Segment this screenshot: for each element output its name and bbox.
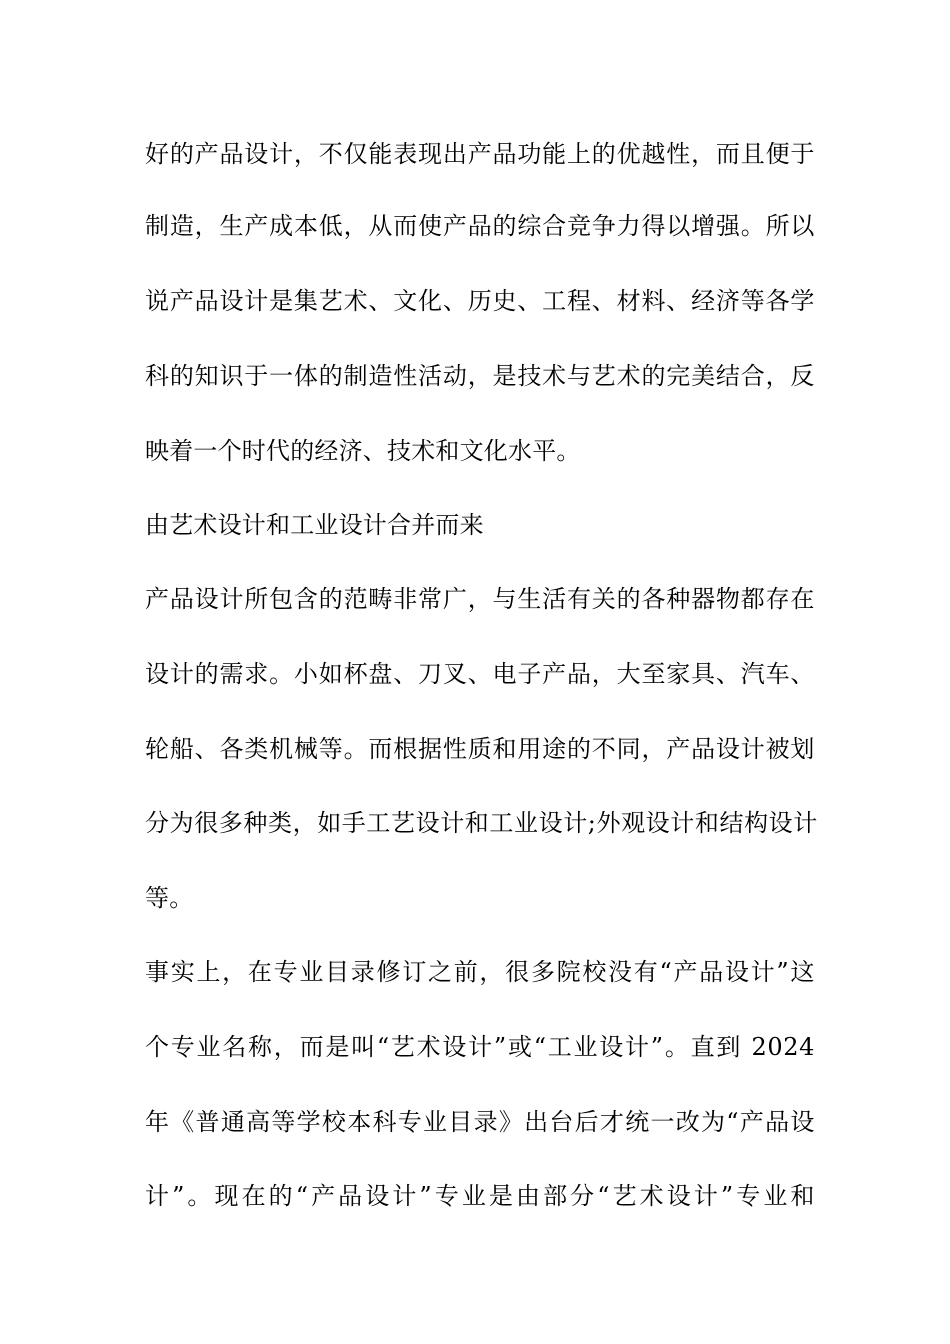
paragraph-line: 说产品设计是集艺术、文化、历史、工程、材料、经济等各学: [145, 287, 815, 315]
paragraph-line: 个专业名称，而是叫“艺术设计”或“工业设计”。直到 2024: [145, 1033, 815, 1061]
paragraph-line: 事实上，在专业目录修订之前，很多院校没有“产品设计”这: [145, 958, 815, 986]
paragraph-line: 年《普通高等学校本科专业目录》出台后才统一改为“产品设: [145, 1108, 815, 1136]
paragraph-line: 轮船、各类机械等。而根据性质和用途的不同，产品设计被划: [145, 735, 815, 763]
paragraph-line: 产品设计所包含的范畴非常广，与生活有关的各种器物都存在: [145, 585, 815, 613]
paragraph-line: 映着一个时代的经济、技术和文化水平。: [145, 437, 581, 465]
paragraph-line: 分为很多种类，如手工艺设计和工业设计;外观设计和结构设计: [145, 809, 818, 837]
section-heading: 由艺术设计和工业设计合并而来: [145, 511, 484, 539]
paragraph-line: 制造，生产成本低，从而使产品的综合竞争力得以增强。所以: [145, 212, 815, 240]
paragraph-line: 科的知识于一体的制造性活动，是技术与艺术的完美结合，反: [145, 362, 815, 390]
paragraph-line: 设计的需求。小如杯盘、刀叉、电子产品，大至家具、汽车、: [145, 660, 815, 688]
paragraph-line: 等。: [145, 884, 194, 912]
paragraph-line: 好的产品设计，不仅能表现出产品功能上的优越性，而且便于: [145, 140, 815, 168]
paragraph-line: 计”。现在的“产品设计”专业是由部分“艺术设计”专业和: [145, 1182, 815, 1210]
